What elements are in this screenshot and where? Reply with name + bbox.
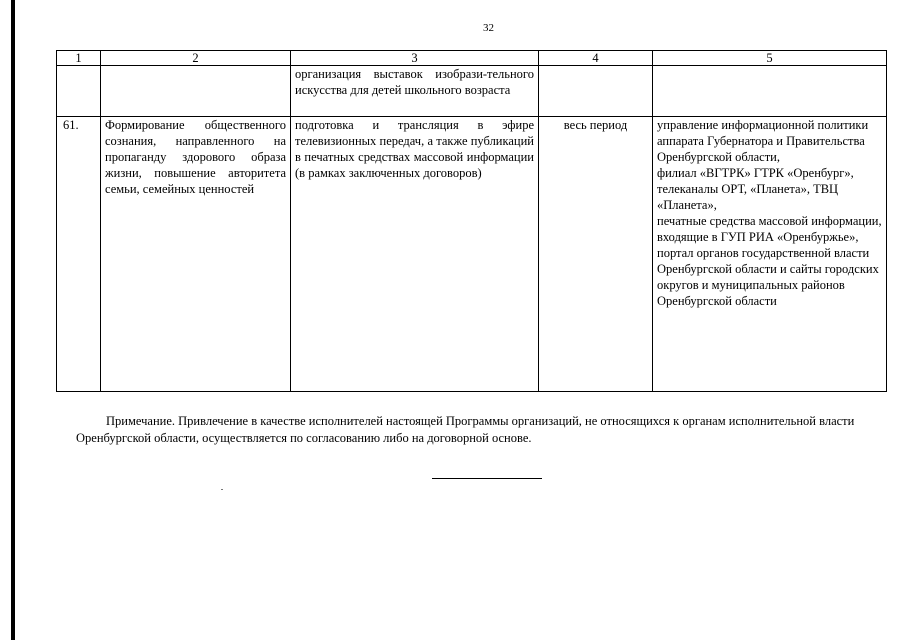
header-col-3: 3: [291, 51, 539, 66]
closing-rule-line: [432, 478, 542, 479]
table-row-continuation: [57, 66, 887, 117]
cell-executors: [653, 117, 887, 392]
binding-edge-line: [11, 0, 15, 640]
page-number: 32: [483, 22, 494, 34]
header-col-5: 5: [653, 51, 887, 66]
footnote-note: Примечание. Привлечение в качестве исполнителей настоящей Программы организаций, не относящихся к органам исполнительной власти Оренбургской области, осуществляется по согласованию либо на договорной основе.: [76, 414, 855, 445]
executor-item: управление информационной политики аппарата Губернатора и Правительства Оренбургской области,: [657, 118, 869, 164]
header-col-4: 4: [539, 51, 653, 66]
executor-item: печатные средства массовой информации, входящие в ГУП РИА «Оренбуржье»,: [657, 214, 882, 244]
cell-num: [57, 66, 101, 117]
executor-item: филиал «ВГТРК» ГТРК «Оренбург»,: [657, 166, 854, 180]
cell-task: [101, 66, 291, 117]
executor-item: портал органов государственной власти Оренбургской области и сайты городских округов и муниципальных районов Оренбургской области: [657, 246, 879, 308]
cell-executors: [653, 66, 887, 117]
table-header-row: [57, 51, 887, 66]
program-table: [56, 50, 887, 392]
cell-num: 61.: [57, 117, 101, 392]
header-col-2: 2: [101, 51, 291, 66]
cell-activity: подготовка и трансляция в эфире телевизионных передач, а также публикаций в печатных средствах массовой информации (в рамках заключенных договоров): [291, 117, 539, 392]
cell-period: весь период: [539, 117, 653, 392]
scan-speck: [221, 489, 223, 490]
cell-activity: организация выставок изобрази-тельного искусства для детей школьного возраста: [291, 66, 539, 117]
header-col-1: 1: [57, 51, 101, 66]
table-row-61: [57, 117, 887, 392]
executor-item: телеканалы ОРТ, «Планета», ТВЦ «Планета»,: [657, 182, 839, 212]
cell-period: [539, 66, 653, 117]
cell-task: Формирование общественного сознания, направленного на пропаганду здорового образа жизни, повышение авторитета семьи, семейных ценностей: [101, 117, 291, 392]
